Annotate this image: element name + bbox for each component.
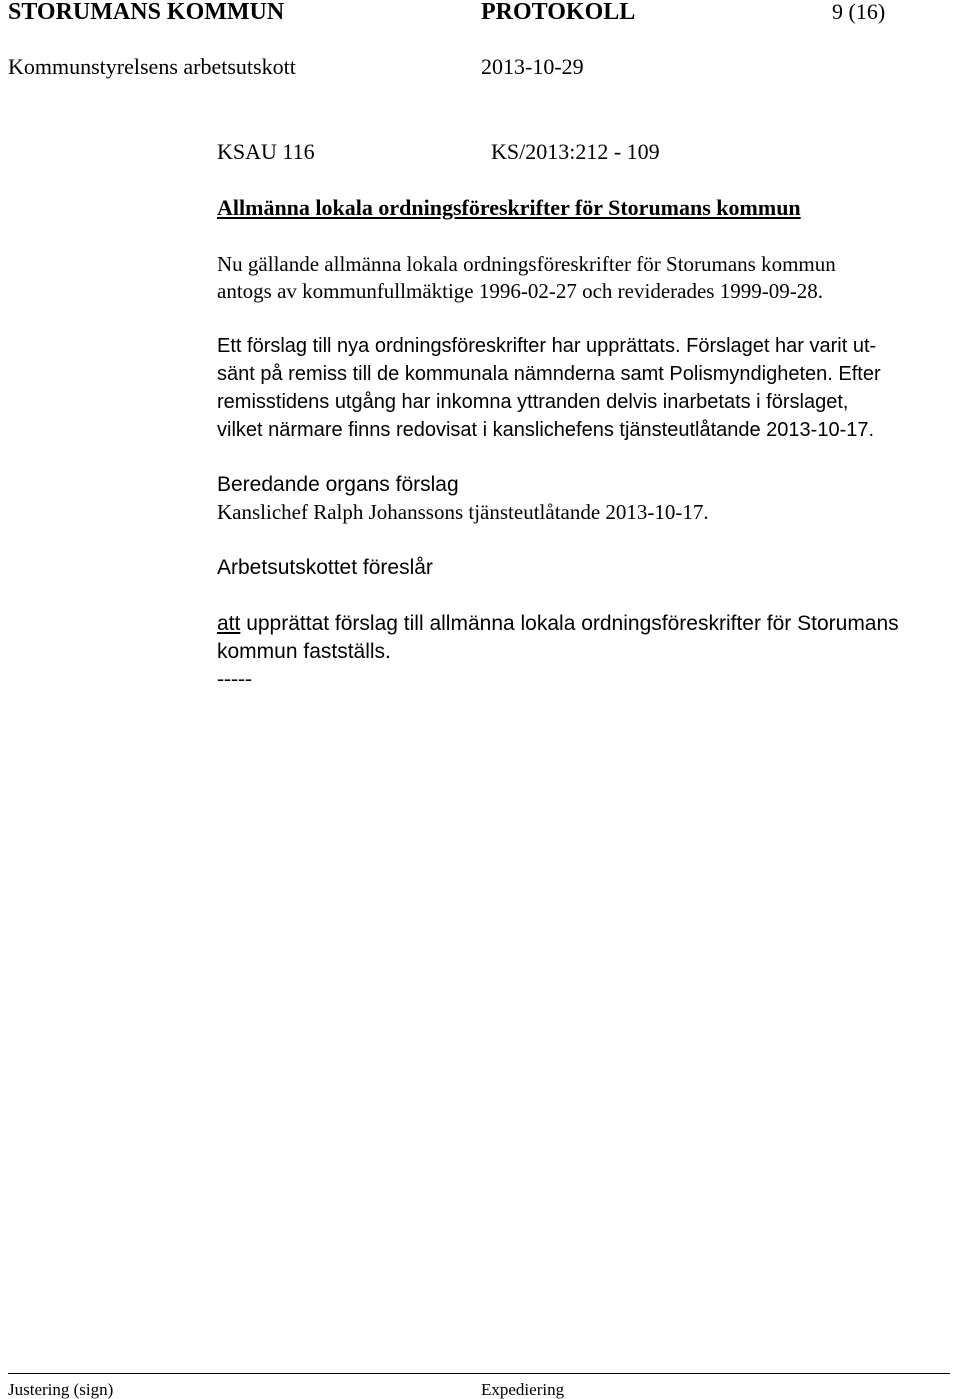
municipality-name: STORUMANS KOMMUN [8, 0, 285, 25]
page-number: 9 (16) [832, 0, 886, 24]
footer-divider [8, 1373, 950, 1374]
paragraph-line: Nu gällande allmänna lokala ordningsföreskrifter för Storumans kommun [217, 252, 836, 276]
end-marker: ----- [217, 666, 252, 690]
proposal-text: upprättat förslag till allmänna lokala ordningsföreskrifter för Storumans [240, 612, 899, 635]
expediering-label: Expediering [481, 1380, 565, 1399]
paragraph-line: antogs av kommunfullmäktige 1996-02-27 och reviderades 1999-09-28. [217, 279, 823, 303]
preparatory-text: Kanslichef Ralph Johanssons tjänsteutlåtande 2013-10-17. [217, 500, 709, 524]
proposal-line-2: kommun fastställs. [217, 640, 391, 663]
case-title: Allmänna lokala ordningsföreskrifter för Storumans kommun [217, 195, 801, 220]
justering-label: Justering (sign) [8, 1380, 114, 1399]
paragraph-line: remisstidens utgång har inkomna yttranden delvis inarbetats i förslaget, [217, 391, 849, 413]
case-number: KSAU 116 [217, 139, 315, 164]
proposal-keyword: att [217, 612, 241, 635]
proposal-line [217, 610, 899, 638]
paragraph-line: sänt på remiss till de kommunala nämnderna samt Polismyndigheten. Efter [217, 363, 881, 385]
preparatory-heading: Beredande organs förslag [217, 473, 459, 496]
committee-name: Kommunstyrelsens arbetsutskott [8, 54, 296, 79]
paragraph-line: vilket närmare finns redovisat i kanslichefens tjänsteutlåtande 2013-10-17. [217, 419, 875, 441]
proposal-heading: Arbetsutskottet föreslår [217, 556, 433, 579]
case-reference: KS/2013:212 - 109 [491, 139, 660, 164]
meeting-date: 2013-10-29 [481, 54, 584, 79]
document-type: PROTOKOLL [481, 0, 636, 25]
paragraph-line: Ett förslag till nya ordningsföreskrifter har upprättats. Förslaget har varit ut- [217, 335, 877, 357]
